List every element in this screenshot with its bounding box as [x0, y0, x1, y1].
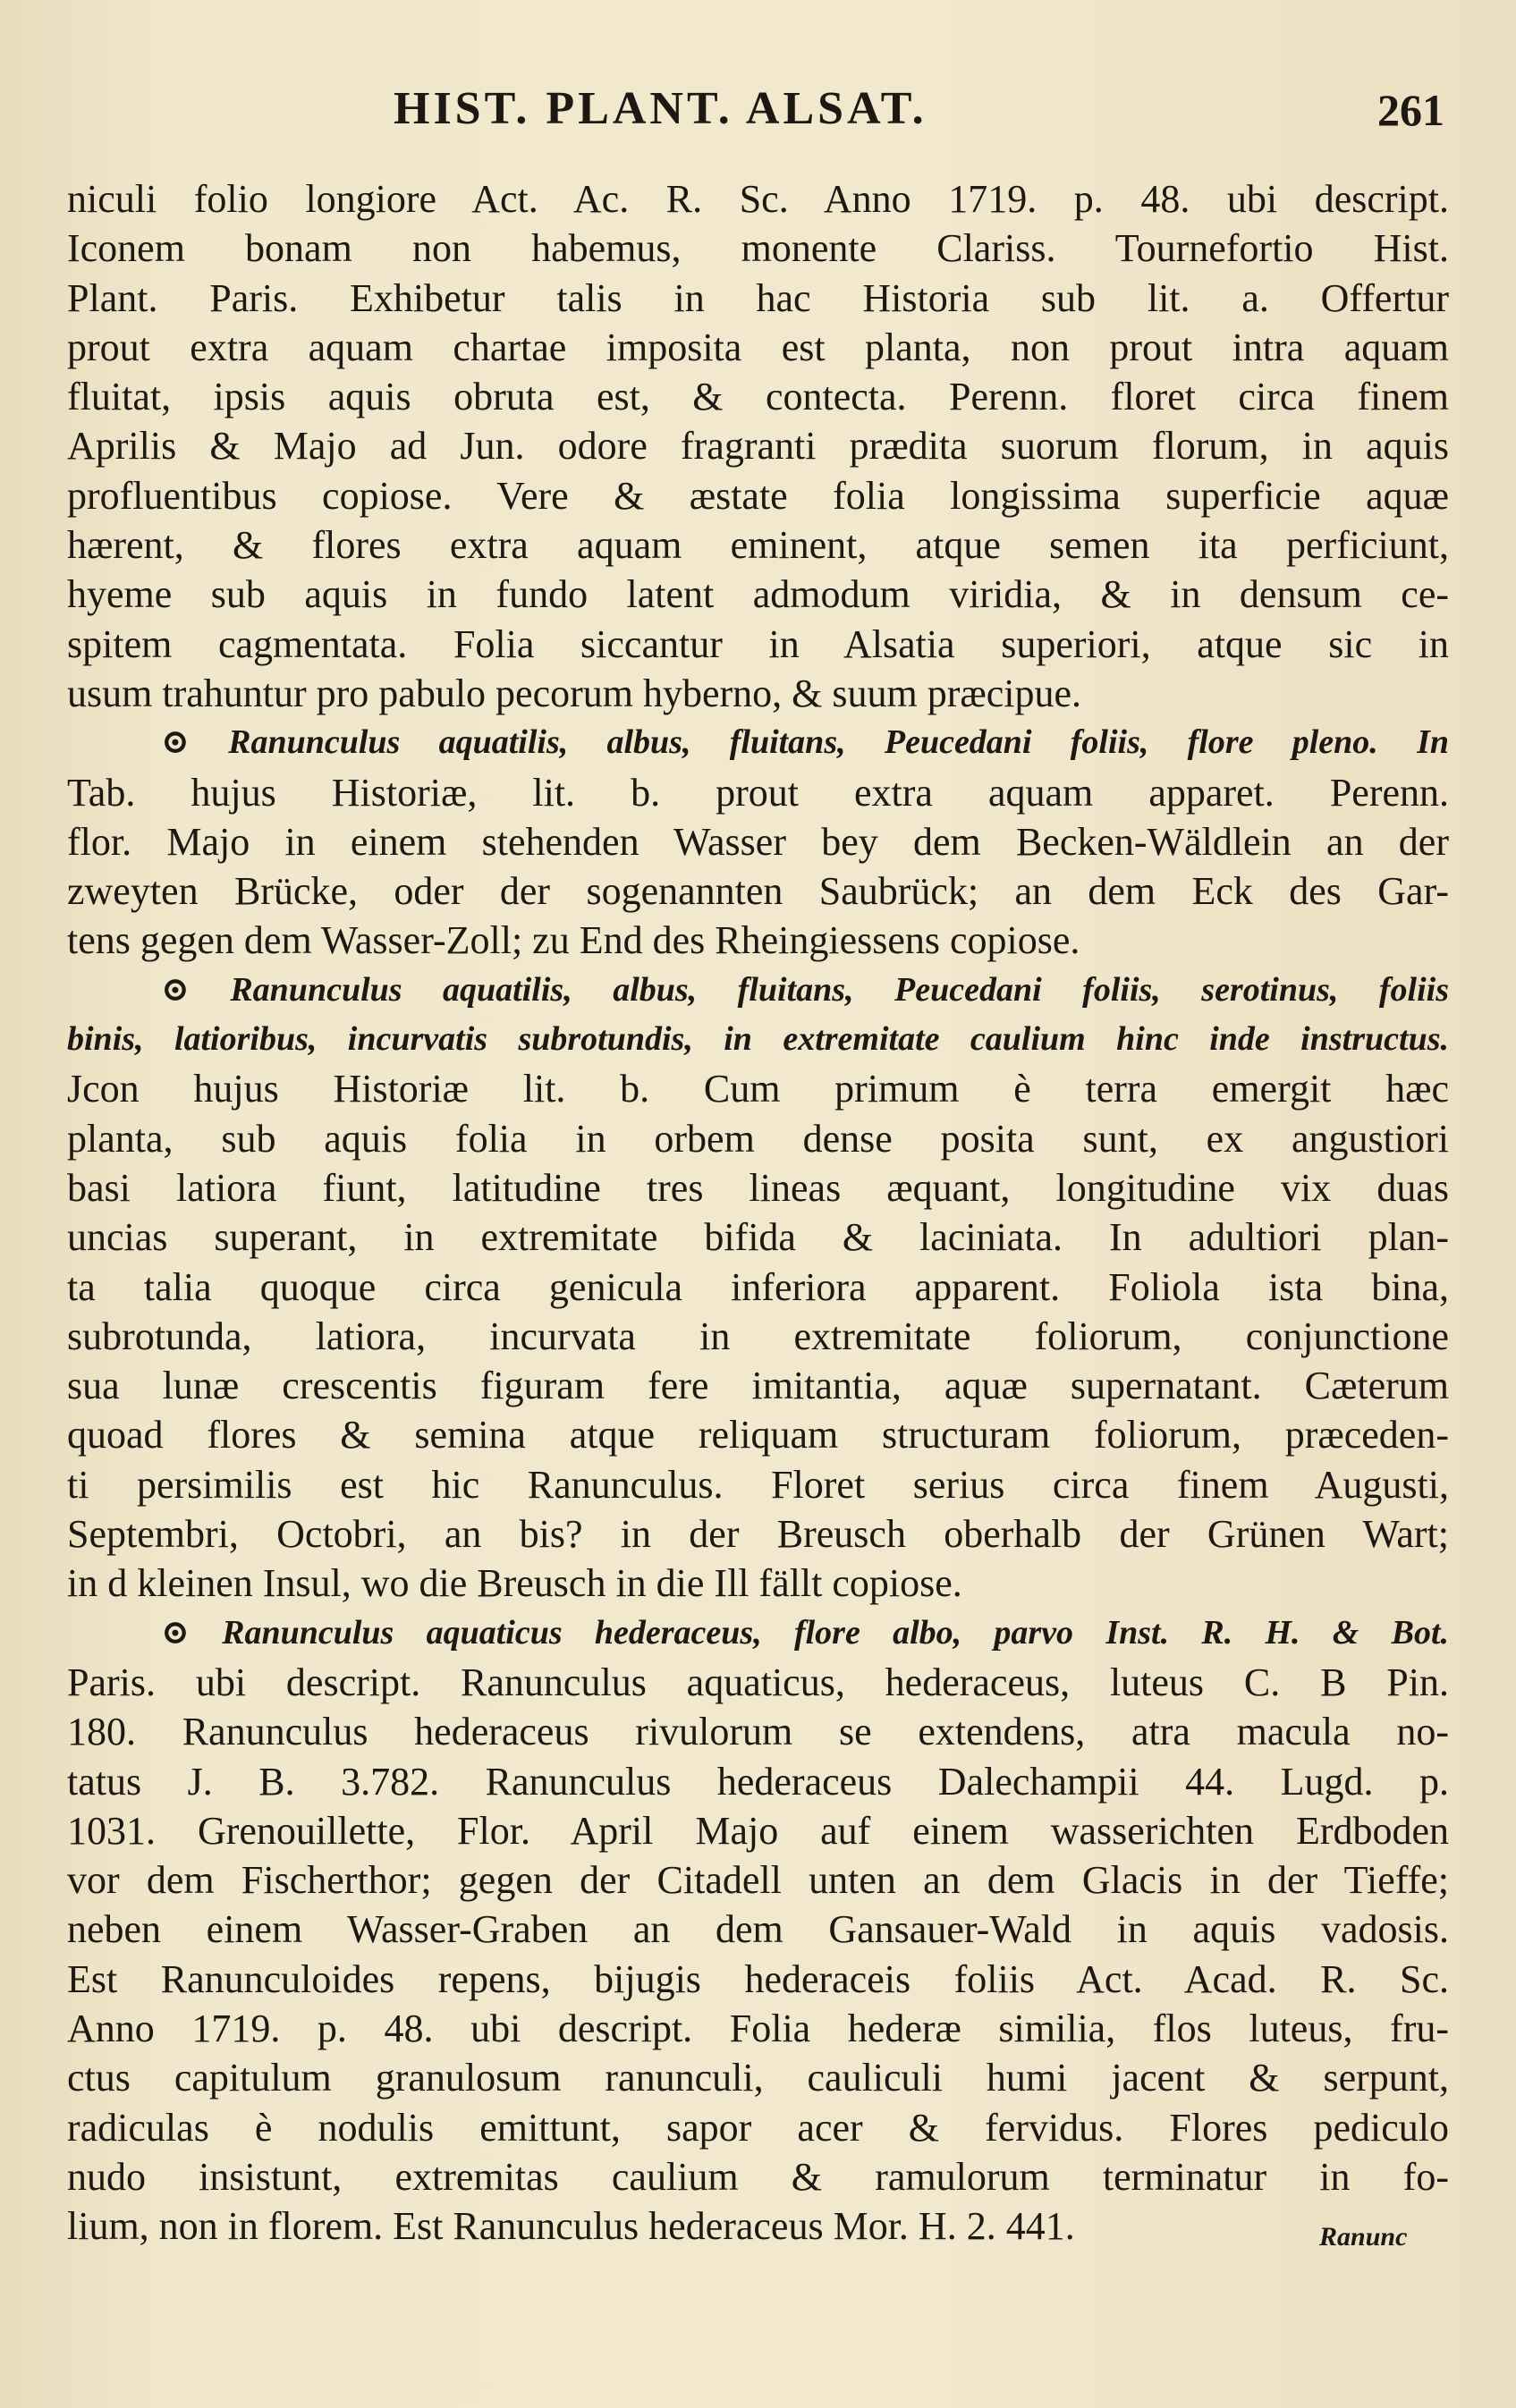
text-line: in d kleinen Insul, wo die Breusch in die Ill fällt copiose.: [67, 1561, 962, 1606]
entry-heading-line: ⊙ Ranunculus aquatilis, albus, fluitans, Peucedani foliis, flore pleno. In: [161, 723, 1449, 762]
text-line: sua lunæ crescentis figuram fere imitantia, aquæ supernatant. Cæterum: [67, 1364, 1449, 1408]
text-line: Septembri, Octobri, an bis? in der Breusch oberhalb der Grünen Wart;: [67, 1512, 1449, 1557]
text-line: profluentibus copiose. Vere & æstate folia longissima superficie aquæ: [67, 473, 1449, 518]
text-line: ctus capitulum granulosum ranunculi, cauliculi humi jacent & serpunt,: [67, 2056, 1449, 2100]
text-line: Anno 1719. p. 48. ubi descript. Folia hederæ similia, flos luteus, fru-: [67, 2006, 1449, 2050]
text-line: Jcon hujus Historiæ lit. b. Cum primum è terra emergit hæc: [67, 1067, 1449, 1111]
text-line: hyeme sub aquis in fundo latent admodum viridia, & in densum ce-: [67, 572, 1449, 617]
text-line: quoad flores & semina atque reliquam structuram foliorum, præceden-: [67, 1413, 1449, 1457]
entry-heading-line: ⊙ Ranunculus aquatilis, albus, fluitans, Peucedani foliis, serotinus, foliis: [161, 970, 1449, 1009]
catchword: Ranunc: [1319, 2222, 1408, 2252]
text-line: uncias superant, in extremitate bifida & laciniata. In adultiori plan-: [67, 1215, 1449, 1260]
entry-heading-line: binis, latioribus, incurvatis subrotundis, in extremitate caulium hinc inde instructus.: [67, 1020, 1449, 1059]
text-line: spitem cagmentata. Folia siccantur in Alsatia superiori, atque sic in: [67, 621, 1449, 666]
page-number: 261: [1377, 85, 1444, 135]
text-line: lium, non in florem. Est Ranunculus hederaceus Mor. H. 2. 441.: [67, 2204, 1075, 2249]
text-line: tens gegen dem Wasser-Zoll; zu End des Rheingiessens copiose.: [67, 918, 1080, 963]
text-line: Tab. hujus Historiæ, lit. b. prout extra aquam apparet. Perenn.: [67, 770, 1449, 815]
text-line: basi latiora fiunt, latitudine tres lineas æquant, longitudine vix duas: [67, 1165, 1449, 1210]
text-line: tatus J. B. 3.782. Ranunculus hederaceus Dalechampii 44. Lugd. p.: [67, 1759, 1449, 1804]
running-title: HIST. PLANT. ALSAT.: [394, 83, 927, 134]
text-line: zweyten Brücke, oder der sogenannten Saubrück; an dem Eck des Gar-: [67, 869, 1449, 914]
text-line: nudo insistunt, extremitas caulium & ramulorum terminatur in fo-: [67, 2154, 1449, 2199]
text-line: hærent, & flores extra aquam eminent, atque semen ita perficiunt,: [67, 523, 1449, 568]
text-line: Iconem bonam non habemus, monente Clariss. Tournefortio Hist.: [67, 226, 1449, 271]
body-text: [67, 174, 1449, 2251]
text-line: prout extra aquam chartae imposita est planta, non prout intra aquam: [67, 325, 1449, 369]
text-line: usum trahuntur pro pabulo pecorum hyberno, & suum præcipue.: [67, 671, 1082, 715]
text-line: planta, sub aquis folia in orbem dense posita sunt, ex angustiori: [67, 1116, 1449, 1161]
text-line: neben einem Wasser-Graben an dem Gansauer-Wald in aquis vadosis.: [67, 1907, 1449, 1952]
text-line: Est Ranunculoides repens, bijugis hederaceis foliis Act. Acad. R. Sc.: [67, 1956, 1449, 2001]
entry-heading-line: ⊙ Ranunculus aquaticus hederaceus, flore albo, parvo Inst. R. H. & Bot.: [161, 1613, 1449, 1652]
text-line: 180. Ranunculus hederaceus rivulorum se extendens, atra macula no-: [67, 1710, 1449, 1754]
text-line: ti persimilis est hic Ranunculus. Floret serius circa finem Augusti,: [67, 1462, 1449, 1507]
text-line: 1031. Grenouillette, Flor. April Majo auf einem wasserichten Erdboden: [67, 1808, 1449, 1853]
text-line: fluitat, ipsis aquis obruta est, & contecta. Perenn. floret circa finem: [67, 375, 1449, 419]
page-header: [0, 82, 1516, 136]
text-line: niculi folio longiore Act. Ac. R. Sc. Anno 1719. p. 48. ubi descript.: [67, 177, 1449, 221]
text-line: Plant. Paris. Exhibetur talis in hac Historia sub lit. a. Offertur: [67, 275, 1449, 320]
text-line: flor. Majo in einem stehenden Wasser bey dem Becken-Wäldlein an der: [67, 819, 1449, 864]
text-line: Paris. ubi descript. Ranunculus aquaticus, hederaceus, luteus C. B Pin.: [67, 1660, 1449, 1704]
text-line: subrotunda, latiora, incurvata in extremitate foliorum, conjunctione: [67, 1314, 1449, 1358]
text-line: radiculas è nodulis emittunt, sapor acer & fervidus. Flores pediculo: [67, 2105, 1449, 2150]
text-line: ta talia quoque circa genicula inferiora apparent. Foliola ista bina,: [67, 1264, 1449, 1309]
text-line: Aprilis & Majo ad Jun. odore fragranti prædita suorum florum, in aquis: [67, 424, 1449, 469]
text-line: vor dem Fischerthor; gegen der Citadell unten an dem Glacis in der Tieffe;: [67, 1858, 1449, 1903]
